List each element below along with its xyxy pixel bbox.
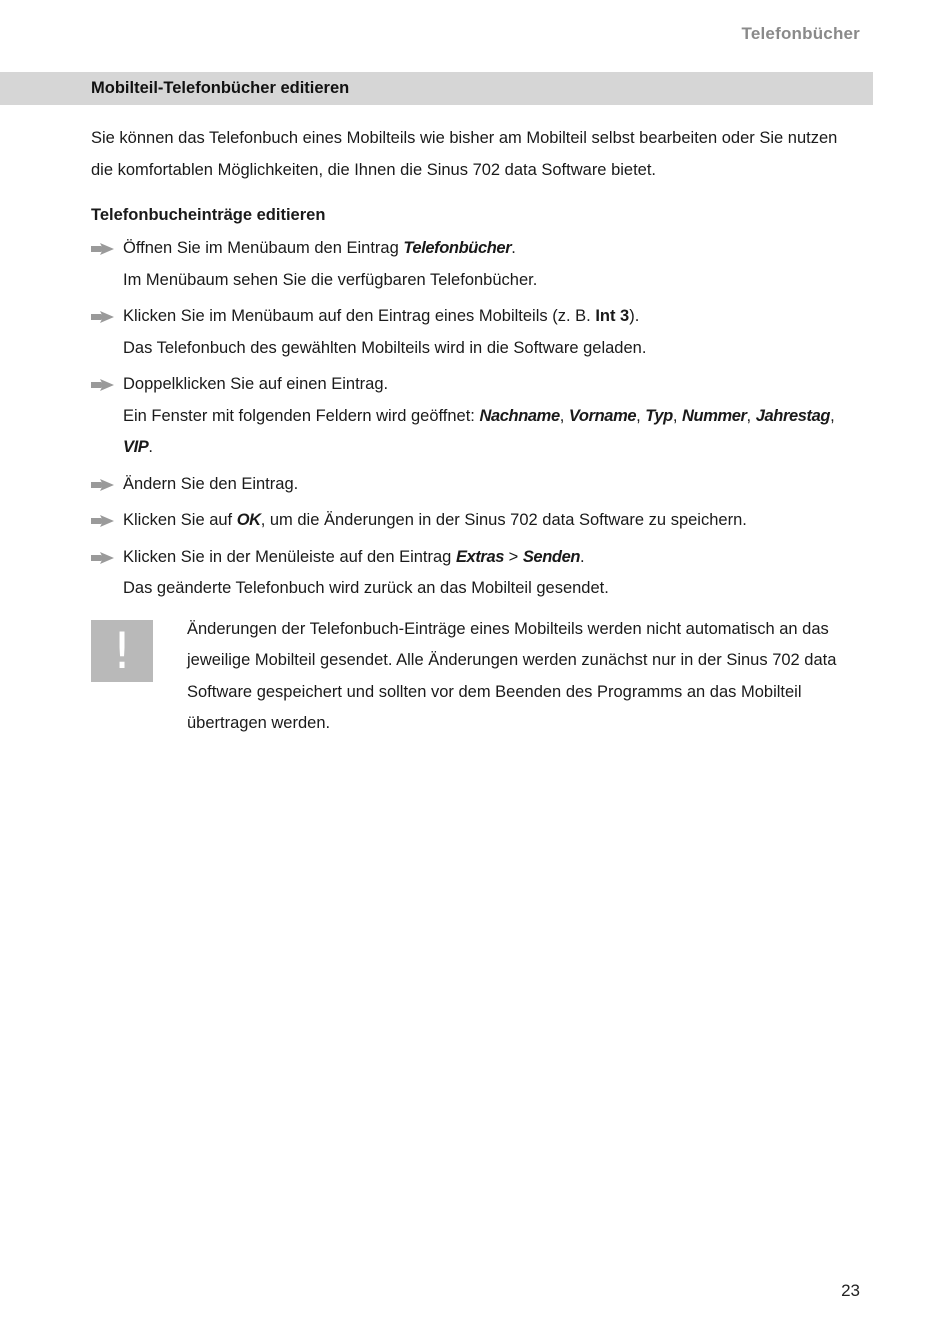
exclamation-icon: ! bbox=[91, 620, 153, 682]
field-name: Vorname bbox=[568, 406, 637, 425]
running-header-title: Telefonbücher bbox=[741, 24, 860, 43]
step-instruction: Klicken Sie auf OK, um die Änderungen in der Sinus 702 data Software zu speichern. bbox=[123, 511, 747, 529]
field-name: Nachname bbox=[479, 406, 560, 425]
step-item bbox=[91, 505, 863, 537]
step-item bbox=[91, 301, 863, 364]
step-instruction: Ändern Sie den Eintrag. bbox=[123, 474, 299, 493]
step-item bbox=[91, 233, 863, 296]
step-result: Das Telefonbuch des gewählten Mobilteils wird in die Software geladen. bbox=[123, 338, 647, 357]
handset-term: Int 3 bbox=[595, 307, 630, 325]
page-number: 23 bbox=[841, 1281, 860, 1300]
step-instruction: Doppelklicken Sie auf einen Eintrag. bbox=[123, 375, 389, 393]
field-name: Jahrestag bbox=[755, 406, 831, 425]
step-item bbox=[91, 369, 863, 464]
arrow-bullet-icon bbox=[91, 378, 115, 392]
note-text: Änderungen der Telefonbuch-Einträge eines Mobilteils werden nicht automatisch an das jeweilige Mobilteil gesendet. Alle Änderungen werden zunächst nur in der Sinus 702 data Software gespeichert und sollten vor dem Beenden des Programms an das Mobilteil übertragen werden. bbox=[187, 619, 837, 732]
menu-term: Telefonbücher bbox=[403, 239, 512, 257]
button-term: OK bbox=[236, 511, 261, 529]
step-instruction: Klicken Sie in der Menüleiste auf den Eintrag Extras > Senden. bbox=[123, 547, 585, 566]
menu-term: Senden bbox=[522, 547, 581, 566]
warning-note bbox=[91, 614, 863, 740]
arrow-bullet-icon bbox=[91, 242, 115, 256]
step-list bbox=[91, 233, 863, 605]
step-instruction: Klicken Sie im Menübaum auf den Eintrag eines Mobilteils (z. B. Int 3). bbox=[123, 307, 640, 325]
arrow-bullet-icon bbox=[91, 478, 115, 492]
arrow-bullet-icon bbox=[91, 514, 115, 528]
step-result: Das geänderte Telefonbuch wird zurück an das Mobilteil gesendet. bbox=[123, 579, 609, 597]
step-instruction: Öffnen Sie im Menübaum den Eintrag Telefonbücher. bbox=[123, 239, 516, 257]
step-item bbox=[91, 542, 863, 605]
section-title: Mobilteil-Telefonbücher editieren bbox=[91, 79, 350, 97]
arrow-bullet-icon bbox=[91, 551, 115, 565]
field-name: Typ bbox=[645, 406, 673, 425]
menu-term: Extras bbox=[455, 547, 505, 566]
subsection-title: Telefonbucheinträge editieren bbox=[91, 206, 326, 224]
field-name: Nummer bbox=[682, 406, 747, 425]
step-result: Ein Fenster mit folgenden Feldern wird geöffnet: Nachname, Vorname, Typ, Nummer, Jahrestag, VIP. bbox=[123, 406, 835, 456]
step-item bbox=[91, 469, 863, 501]
step-result: Im Menübaum sehen Sie die verfügbaren Telefonbücher. bbox=[123, 270, 538, 289]
field-name: VIP bbox=[123, 438, 149, 456]
section-heading-bar bbox=[0, 72, 873, 105]
intro-paragraph: Sie können das Telefonbuch eines Mobilteils wie bisher am Mobilteil selbst bearbeiten oder Sie nutzen die komfortablen Möglichkeiten, die Ihnen die Sinus 702 data Software bietet. bbox=[91, 129, 838, 179]
page-content bbox=[91, 123, 863, 740]
arrow-bullet-icon bbox=[91, 310, 115, 324]
